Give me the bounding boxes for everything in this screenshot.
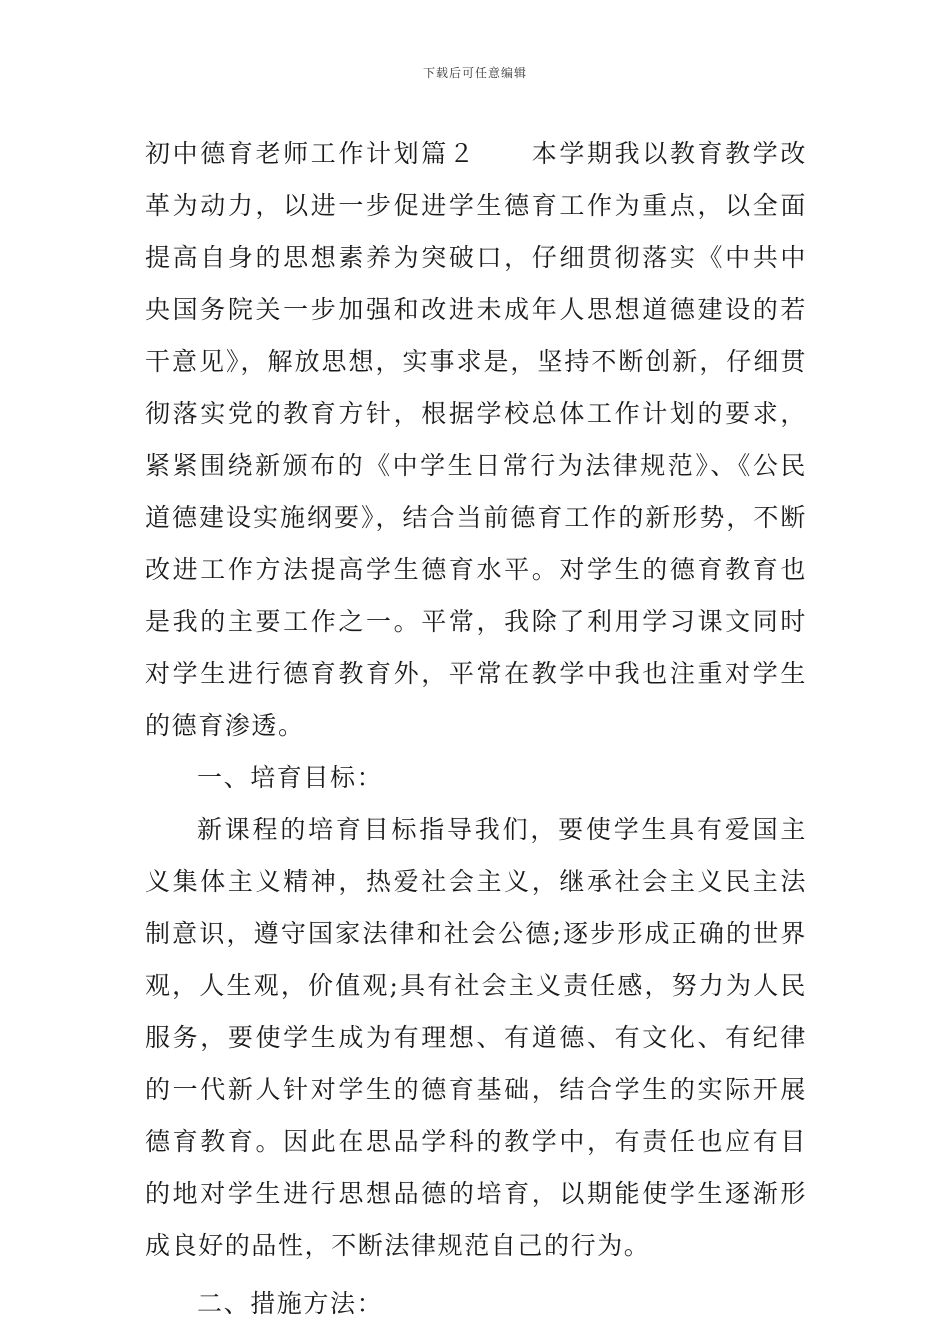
intro-paragraph: 初中德育老师工作计划篇２ 本学期我以教育教学改革为动力，以进一步促进学生德育工作为重点，以全面提高自身的思想素养为突破口，仔细贯彻落实《中共中央国务院关一步加强和改进未成年人思想道德建设的若干意见》，解放思想，实事求是，坚持不断创新，仔细贯彻落实党的教育方针，根据学校总体工作计划的要求，紧紧围绕新颁布的《中学生日常行为法律规范》、《公民道德建设实施纲要》，结合当前德育工作的新形势，不断改进工作方法提高学生德育水平。对学生的德育教育也是我的主要工作之一。平常，我除了利用学习课文同时对学生进行德育教育外，平常在教学中我也注重对学生的德育渗透。 bbox=[145, 139, 807, 740]
document-body bbox=[145, 128, 807, 1330]
section-heading-goals: 一、培育目标： bbox=[197, 763, 384, 792]
section-heading-measures: 二、措施方法： bbox=[197, 1289, 384, 1318]
goals-paragraph: 新课程的培育目标指导我们，要使学生具有爱国主义集体主义精神，热爱社会主义，继承社会主义民主法制意识，遵守国家法律和社会公德;逐步形成正确的世界观，人生观，价值观;具有社会主义责任感，努力为人民服务，要使学生成为有理想、有道德、有文化、有纪律的一代新人针对学生的德育基础，结合学生的实际开展德育教育。因此在思品学科的教学中，有责任也应有目的地对学生进行思想品德的培育，以期能使学生逐渐形成良好的品性，不断法律规范自己的行为。 bbox=[145, 815, 807, 1260]
page-header: 下载后可任意编辑 bbox=[422, 66, 527, 80]
